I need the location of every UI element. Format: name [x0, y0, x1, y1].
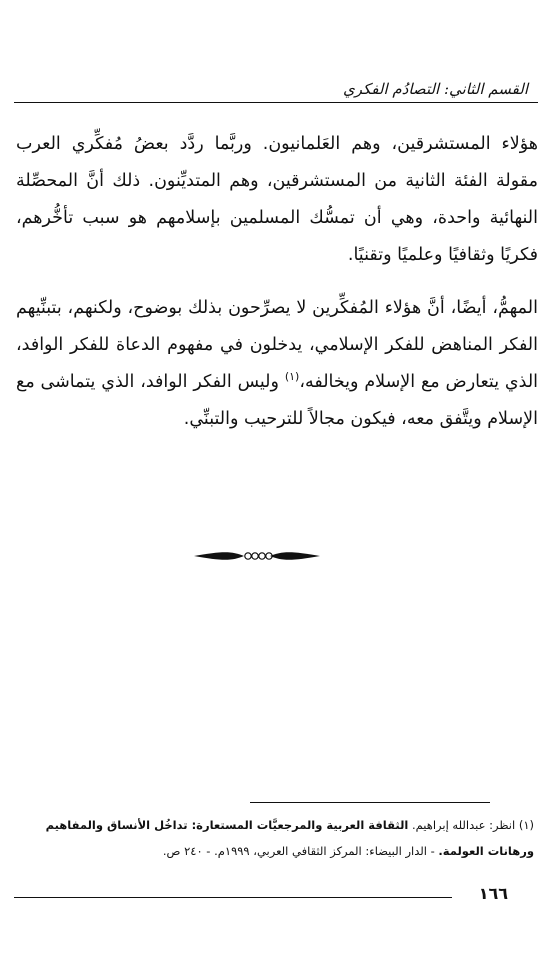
footnote [12, 812, 534, 864]
body-text [16, 126, 538, 454]
paragraph-2-text: المهمُّ، أيضًا، أنَّ هؤلاء المُفكِّرين لا يصرِّحون بذلك بوضوح، ولكنهم، بتبنِّيهم الفكر المناهض للفكر الإسلامي، يدخلون في مفهوم الدعاة للفكر الوافد، الذي يتعارض مع الإسلام ويخالفه، [16, 298, 539, 392]
ornamental-divider [192, 548, 322, 564]
page-number: ١٦٦ [478, 884, 508, 903]
footnote-marker[interactable]: (١) [284, 370, 300, 384]
paragraph-2 [16, 290, 538, 438]
footnote-book-title: الثقافة العربية والمرجعيَّات المستعارة: تداخُل الأنساق والمفاهيم ورهانات العولمة. [45, 818, 534, 858]
page-number-rule [14, 897, 452, 898]
footnote-prefix: (١) انظر: عبدالله إبراهيم. [408, 818, 534, 832]
footnote-separator [250, 802, 490, 803]
running-title: القسم الثاني: التصادُم الفكري [343, 80, 528, 98]
paragraph-1: هؤلاء المستشرقين، وهم العَلمانيون. وربَّما ردَّد بعضُ مُفكِّري العرب مقولة الفئة الثانية من المستشرقين، وهم المتديِّنون. ذلك أنَّ المحصِّلة النهائية واحدة، وهي أن تمسُّك المسلمين بإسلامهم هو سبب تأخُّرهم، فكريًا وثقافيًا وعلميًا وتقنيًا. [16, 134, 538, 265]
paragraph-2-tail: وليس الفكر الوافد، الذي يتماشى مع الإسلام ويتَّفق معه، فيكون مجالاً للترحيب والتبنِّي. [16, 372, 538, 429]
footnote-publication: - الدار البيضاء: المركز الثقافي العربي، ١٩٩٩م. - ٢٤٠ ص. [162, 844, 439, 858]
running-header [14, 78, 538, 103]
